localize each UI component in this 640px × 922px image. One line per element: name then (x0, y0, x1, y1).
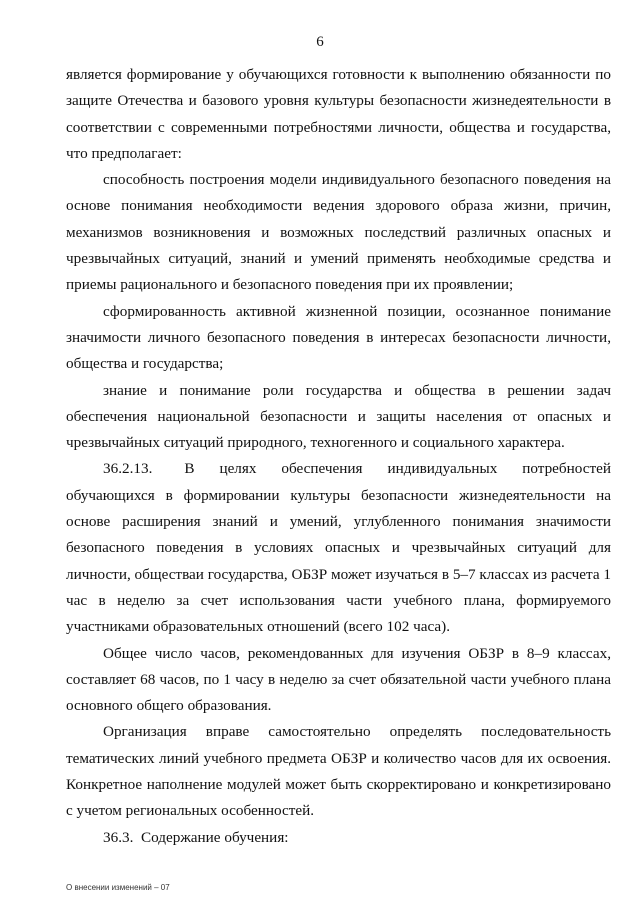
paragraph-36-2-13 (66, 456, 611, 640)
section-text: В целях обеспечения индивидуальных потребностей обучающихся в формировании культуры безопасности жизнедеятельности на основе расширения знаний и умений, углубленного понимания значимости безопасного поведения в условиях опасных и чрезвычайных ситуаций для личности, обществаи государства, ОБЗР может изучаться в 5–7 классах из расчета 1 час в неделю за счет использования части учебного плана, формируемого участниками образовательных отношений (всего 102 часа). (66, 460, 611, 636)
paragraph-intro: является формирование у обучающихся готовности к выполнению обязанности по защите Отечества и базового уровня культуры безопасности жизнедеятельности в соответствии с современными потребностями личности, общества и государства, что предполагает: (66, 66, 611, 162)
footer-note: О внесении изменений – 07 (66, 883, 170, 892)
paragraph-36-3 (66, 825, 611, 851)
paragraph-ability: способность построения модели индивидуального безопасного поведения на основе понимания необходимости ведения здорового образа жизни, причин, механизмов возникновения и возможных последствий различных опасных и чрезвычайных ситуаций, знаний и умений применять необходимые средства и приемы рационального и безопасного поведения при их проявлении; (66, 171, 611, 294)
paragraph-knowledge: знание и понимание роли государства и общества в решении задач обеспечения национальной безопасности и защиты населения от опасных и чрезвычайных ситуаций природного, техногенного и социального характера. (66, 381, 611, 452)
section-number: 36.3. (103, 828, 134, 846)
page-number: 6 (316, 34, 324, 50)
paragraph-organization: Организация вправе самостоятельно определять последовательность тематических линий учебного предмета ОБЗР и количество часов для их освоения. Конкретное наполнение модулей может быть скорректировано и конкретизировано с учетом региональных особенностей. (66, 723, 611, 820)
section-heading: Содержание обучения: (140, 828, 289, 846)
paragraph-formation: сформированность активной жизненной позиции, осознанное понимание значимости личного безопасного поведения в интересах безопасности личности, общества и государства; (66, 302, 611, 373)
paragraph-hours: Общее число часов, рекомендованных для изучения ОБЗР в 8–9 классах, составляет 68 часов, по 1 часу в неделю за счет обязательной части учебного плана основного общего образования. (66, 644, 611, 715)
document-body (66, 62, 611, 851)
section-number: 36.2.13. (103, 460, 153, 478)
